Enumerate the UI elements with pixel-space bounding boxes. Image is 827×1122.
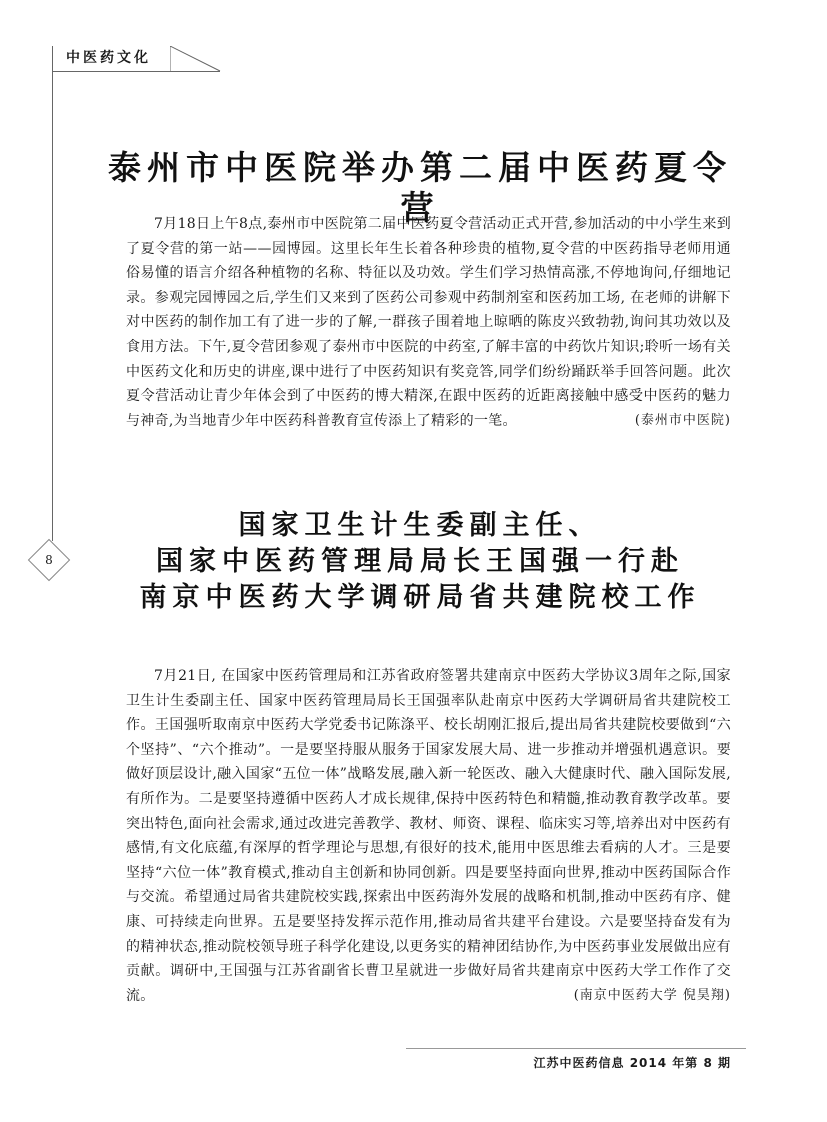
article-body-1	[126, 212, 731, 433]
left-margin-rule	[52, 46, 53, 541]
article-source-1: (泰州市中医院)	[634, 412, 731, 428]
article-source-2: (南京中医药大学 倪昊翔)	[573, 987, 731, 1003]
article-text-2: 7月21日, 在国家中医药管理局和江苏省政府签署共建南京中医药大学协议3周年之际,国家卫生计生委副主任、国家中医药管理局局长王国强率队赴南京中医药大学调研局省共建院校工作。王国强听取南京中医药大学党委书记陈涤平、校长胡刚汇报后,提出局省共建院校要做到“六个坚持”、“六个推动”。一是要坚持服从服务于国家发展大局、进一步推动并增强机遇意识。要做好顶层设计,融入国家“五位一体”战略发展,融入新一轮医改、融入大健康时代、融入国际发展,有所作为。二是要坚持遵循中医药人才成长规律,保持中医药特色和精髓,推动教育教学改革。要突出特色,面向社会需求,通过改进完善教学、教材、师资、课程、临床实习等,培养出对中医药有感情,有文化底蕴,有深厚的哲学理论与思想,有很好的技术,能用中医思维去看病的人才。三是要坚持“六位一体”教育模式,推动自主创新和协同创新。四是要坚持面向世界,推动中医药国际合作与交流。希望通过局省共建院校实践,探索出中医药海外发展的战略和机制,推动中医药有序、健康、可持续走向世界。五是要坚持发挥示范作用,推动局省共建平台建设。六是要坚持奋发有为的精神状态,推动院校领导班子科学化建设,以更务实的精神团结协作,为中医药事业发展做出应有贡献。调研中,王国强与江苏省副省长曹卫星就进一步做好局省共建南京中医药大学工作作了交流。	[126, 668, 731, 1004]
footer-rule	[406, 1048, 746, 1049]
article-title-2-line-2: 国家中医药管理局局长王国强一行赴	[156, 546, 684, 577]
article-body-2	[126, 664, 731, 1008]
journal-footer: 江苏中医药信息 2014 年第 8 期	[533, 1056, 731, 1070]
header-rule	[52, 71, 220, 72]
article-title-1: 泰州市中医院举办第二届中医药夏令营	[108, 148, 732, 227]
article-title-2-line-3: 南京中医药大学调研局省共建院校工作	[139, 582, 701, 613]
article-text-1: 7月18日上午8点,泰州市中医院第二届中医药夏令营活动正式开营,参加活动的中小学生来到了夏令营的第一站——园博园。这里长年生长着各种珍贵的植物,夏令营的中医药指导老师用通俗易懂的语言介绍各种植物的名称、特征以及功效。学生们学习热情高涨,不停地询问,仔细地记录。参观完园博园之后,学生们又来到了医药公司参观中药制剂室和医药加工场, 在老师的讲解下对中医药的制作加工有了进一步的了解,一群孩子围着地上晾晒的陈皮兴致勃勃,询问其功效以及食用方法。下午,夏令营团参观了泰州市中医院的中药室,了解丰富的中药饮片知识;聆听一场有关中医药文化和历史的讲座,课中进行了中医药知识有奖竞答,同学们纷纷踊跃举手回答问题。此次夏令营活动让青少年体会到了中医药的博大精深,在跟中医药的近距离接触中感受中医药的魅力与神奇,为当地青少年中医药科普教育宣传添上了精彩的一笔。	[126, 216, 731, 429]
section-label: 中医药文化	[66, 50, 151, 66]
tab-divider	[170, 46, 222, 73]
article-title-2	[90, 508, 750, 616]
article-title-2-line-1: 国家卫生计生委副主任、	[238, 510, 602, 541]
page-number: 8	[45, 553, 53, 567]
